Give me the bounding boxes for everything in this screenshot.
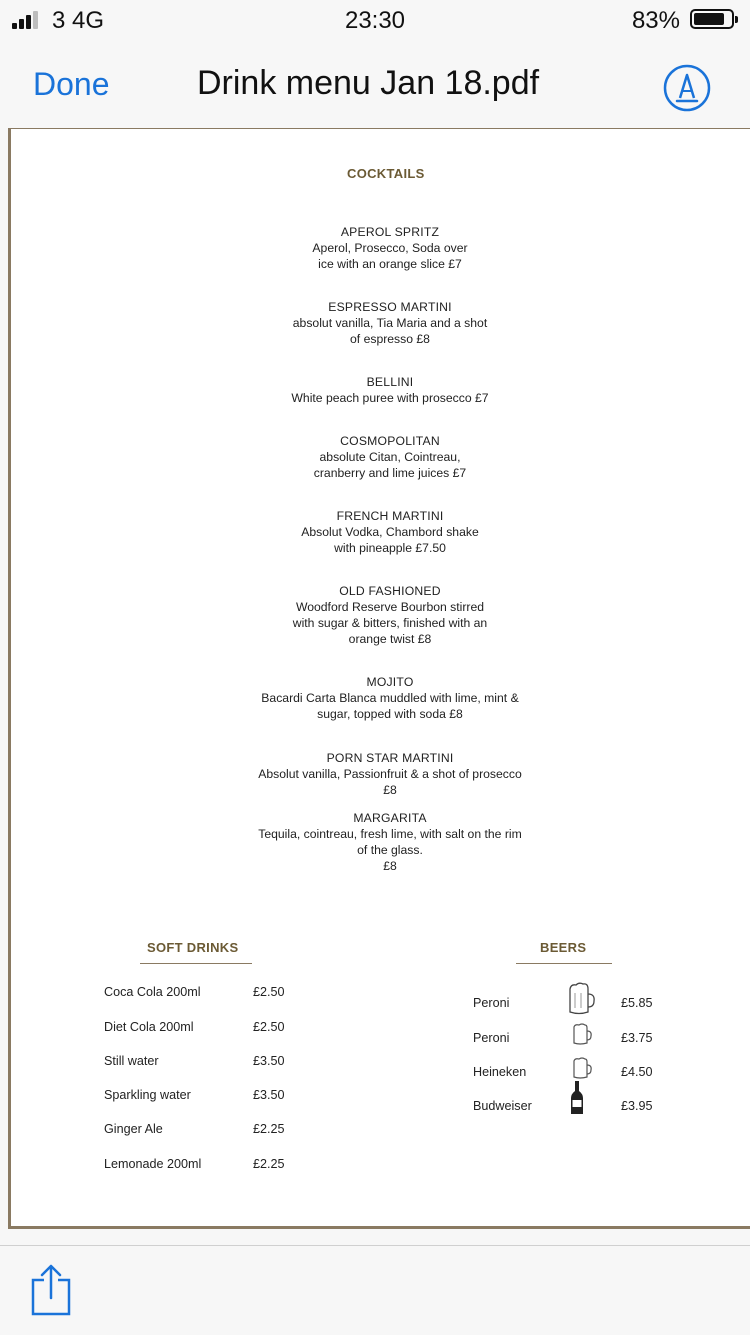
cocktail-item: ESPRESSO MARTINI absolut vanilla, Tia Maria and a shot of espresso £8	[292, 300, 488, 346]
beer-bottle-icon	[570, 1080, 584, 1121]
cocktails-heading: COCKTAILS	[347, 166, 425, 181]
status-time: 23:30	[344, 7, 406, 34]
beers-divider	[516, 963, 612, 964]
soft-drink-price: £2.25	[253, 1122, 285, 1136]
small-beer-mug-icon	[571, 1022, 593, 1051]
carrier-label: 3 4G	[52, 7, 105, 34]
soft-drink-name: Ginger Ale	[104, 1122, 163, 1136]
battery-percent: 83%	[631, 7, 680, 34]
soft-drink-name: Still water	[104, 1054, 159, 1068]
cocktail-item: MOJITO Bacardi Carta Blanca muddled with lime, mint & sugar, topped with soda £8	[261, 675, 519, 721]
soft-drink-name: Sparkling water	[104, 1088, 191, 1102]
done-button[interactable]: Done	[33, 66, 110, 102]
soft-drink-name: Diet Cola 200ml	[104, 1020, 194, 1034]
beers-heading: BEERS	[540, 940, 587, 955]
soft-drink-price: £3.50	[253, 1088, 285, 1102]
beer-price: £4.50	[621, 1065, 653, 1079]
document-title: Drink menu Jan 18.pdf	[197, 64, 540, 102]
beer-name: Peroni	[473, 996, 510, 1010]
beer-price: £3.95	[621, 1099, 653, 1113]
cocktail-item: FRENCH MARTINI Absolut Vodka, Chambord shake with pineapple £7.50	[301, 509, 479, 555]
beer-name: Peroni	[473, 1031, 510, 1045]
cocktail-item: MARGARITA Tequila, cointreau, fresh lime, with salt on the rim of the glass. £8	[258, 811, 522, 873]
beer-name: Heineken	[473, 1065, 527, 1079]
soft-drink-price: £2.50	[253, 1020, 285, 1034]
cocktail-item: PORN STAR MARTINI Absolut vanilla, Passionfruit & a shot of prosecco £8	[258, 751, 522, 797]
bottom-toolbar	[0, 1245, 750, 1335]
soft-drink-price: £3.50	[253, 1054, 285, 1068]
soft-drinks-heading: SOFT DRINKS	[147, 940, 239, 955]
cocktail-item: APEROL SPRITZ Aperol, Prosecco, Soda over ice with an orange slice £7	[312, 225, 468, 271]
beer-name: Budweiser	[473, 1099, 532, 1113]
soft-drink-price: £2.25	[253, 1157, 285, 1171]
cocktail-item: OLD FASHIONED Woodford Reserve Bourbon stirred with sugar & bitters, finished with an orange twist £8	[292, 584, 488, 646]
beer-price: £5.85	[621, 996, 653, 1010]
large-beer-mug-icon	[566, 981, 596, 1020]
soft-drink-price: £2.50	[253, 985, 285, 999]
share-icon[interactable]	[31, 1264, 71, 1316]
soft-drink-name: Coca Cola 200ml	[104, 985, 201, 999]
pdf-page[interactable]	[8, 128, 750, 1229]
soft-drink-name: Lemonade 200ml	[104, 1157, 202, 1171]
beer-price: £3.75	[621, 1031, 653, 1045]
cocktail-item: BELLINI White peach puree with prosecco £7	[291, 375, 489, 405]
cocktail-item: COSMOPOLITAN absolute Citan, Cointreau, cranberry and lime juices £7	[313, 434, 467, 480]
soft-drinks-divider	[140, 963, 252, 964]
